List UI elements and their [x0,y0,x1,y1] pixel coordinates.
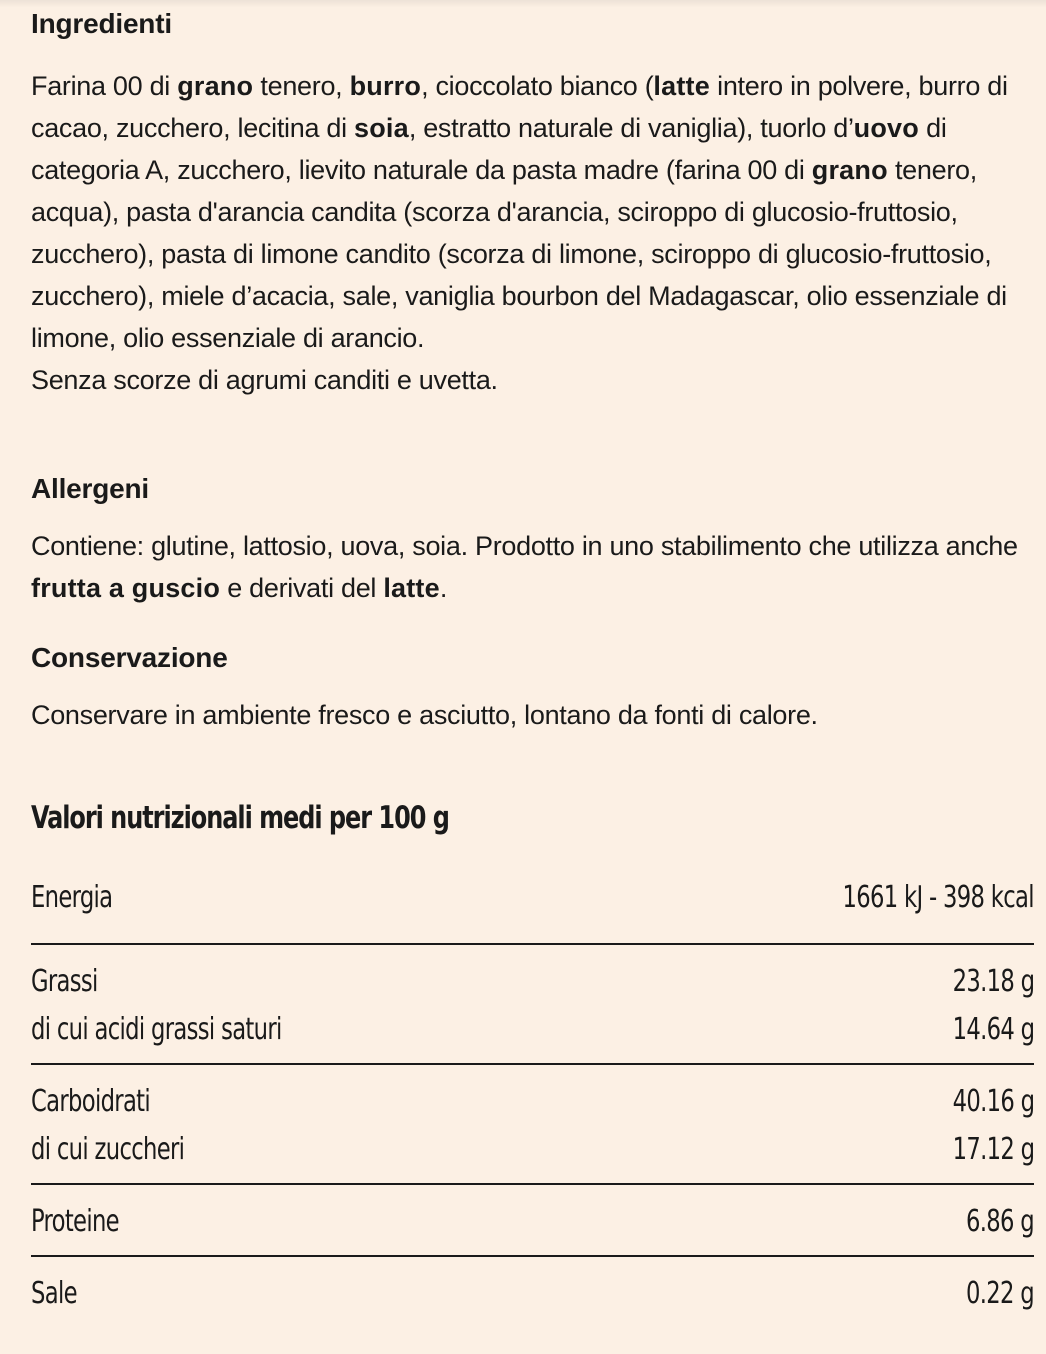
nutrition-group [31,945,1034,1065]
nutrition-row [31,1125,1034,1173]
allergen-highlight: soia [353,113,409,143]
allergens-text [31,525,1034,609]
nutrient-value: 0.22 g [965,1275,1034,1311]
nutrition-row [31,873,1034,921]
ingredients-text [31,65,1034,401]
nutrition-row [31,1269,1034,1317]
nutrition-row [31,1005,1034,1053]
nutrient-value: 23.18 g [952,963,1034,999]
storage-section [31,641,1034,736]
nutrient-label: Grassi [31,963,98,999]
allergen-highlight: latte [383,573,440,603]
storage-text: Conservare in ambiente fresco e asciutto, lontano da fonti di calore. [31,700,818,730]
nutrient-label: Proteine [31,1203,119,1239]
nutrition-group [31,1185,1034,1257]
nutrition-group [31,873,1034,945]
nutrient-label: Sale [31,1275,77,1311]
nutrition-row [31,957,1034,1005]
nutrient-label: Carboidrati [31,1083,151,1119]
text-run: intero in polvere, burro di cacao, zucchero, lecitina di [31,71,1008,143]
storage-title: Conservazione [31,642,228,673]
nutrient-value: 1661 kJ - 398 kcal [842,879,1034,915]
allergen-highlight: frutta a guscio [31,573,221,603]
allergen-highlight: grano [177,71,254,101]
allergen-highlight: uovo [853,113,919,143]
nutrient-label: di cui zuccheri [31,1131,185,1167]
nutrient-value: 40.16 g [952,1083,1034,1119]
text-run: di categoria A, zucchero, lievito naturale da pasta madre (farina 00 di [31,113,947,185]
nutrition-section [31,798,1034,1327]
nutrition-group [31,1065,1034,1185]
nutrition-title: Valori nutrizionali medi per 100 g [31,800,449,836]
text-run: . [439,573,448,603]
allergens-title: Allergeni [31,473,150,504]
allergen-highlight: grano [811,155,888,185]
ingredients-title: Ingredienti [31,8,172,39]
allergen-highlight: latte [653,71,710,101]
nutrient-label: di cui acidi grassi saturi [31,1011,282,1047]
text-run: , estratto naturale di vaniglia), tuorlo d’ [408,113,854,143]
text-run: Senza scorze di agrumi canditi e uvetta. [31,365,498,395]
nutrient-value: 17.12 g [952,1131,1034,1167]
nutrition-table [31,873,1034,1327]
ingredients-section [31,7,1034,401]
nutrition-group [31,1257,1034,1327]
nutrient-label: Energia [31,879,113,915]
allergens-section [31,472,1034,609]
nutrient-value: 6.86 g [965,1203,1034,1239]
nutrition-row [31,1197,1034,1245]
text-run: tenero, [253,71,350,101]
allergen-highlight: burro [349,71,422,101]
text-run: , cioccolato bianco ( [421,71,654,101]
nutrition-row [31,1077,1034,1125]
nutrient-value: 14.64 g [952,1011,1034,1047]
text-run: Farina 00 di [31,71,178,101]
text-run: tenero, acqua), pasta d'arancia candita (scorza d'arancia, sciroppo di glucosio-fruttosio, zucchero), pasta di limone candito (scorza di limone, sciroppo di glucosio-fruttosio, zucchero), miele d’acacia, sale, vaniglia bourbon del Madagascar, olio essenziale di limone, olio essenziale di arancio. [31,155,1007,353]
text-run: e derivati del [220,573,384,603]
text-run: Contiene: glutine, lattosio, uova, soia. Prodotto in uno stabilimento che utilizza anche [31,531,1018,561]
